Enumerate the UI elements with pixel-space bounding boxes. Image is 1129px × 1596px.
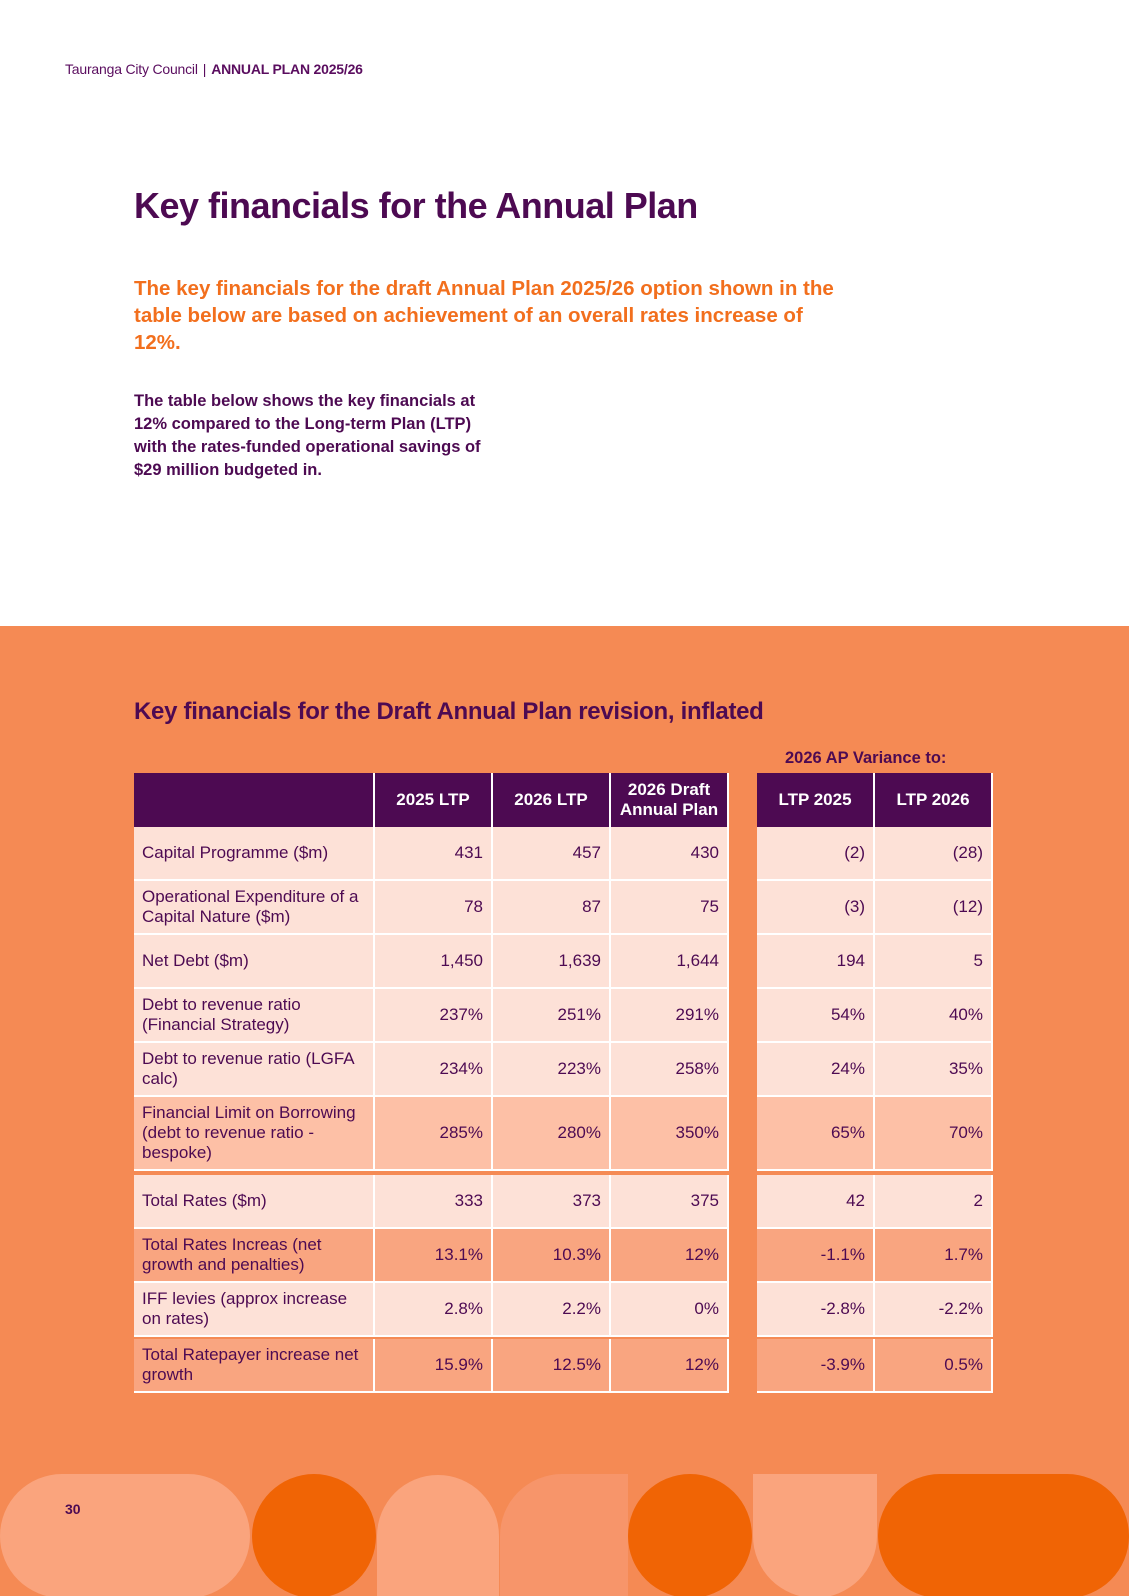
cell-ltp-2026: -2.2% <box>875 1283 993 1337</box>
intro-paragraph: The key financials for the draft Annual Plan 2025/26 option shown in the table below are based on achievement of an overall rates increase of 12%. <box>134 277 834 354</box>
deco-pill-left <box>0 1474 250 1596</box>
cell-2026-ltp: 87 <box>493 881 611 935</box>
table-row <box>134 1043 994 1097</box>
cell-2026-draft: 430 <box>611 827 729 881</box>
row-label: Debt to revenue ratio (Financial Strategy) <box>134 989 375 1043</box>
cell-2025-ltp: 285% <box>375 1097 493 1171</box>
deco-arch-1 <box>377 1475 499 1596</box>
table-row <box>134 989 994 1043</box>
row-label: Financial Limit on Borrowing (debt to revenue ratio - bespoke) <box>134 1097 375 1171</box>
cell-2026-draft: 12% <box>611 1339 729 1393</box>
row-label: Total Rates ($m) <box>134 1175 375 1229</box>
table-row <box>134 1229 994 1283</box>
table-row <box>134 935 994 989</box>
cell-ltp-2026: (28) <box>875 827 993 881</box>
cell-2025-ltp: 13.1% <box>375 1229 493 1283</box>
cell-2025-ltp: 234% <box>375 1043 493 1097</box>
table-row <box>134 881 994 935</box>
cell-ltp-2025: 65% <box>757 1097 875 1171</box>
document-name: ANNUAL PLAN 2025/26 <box>211 61 363 77</box>
cell-2025-ltp: 78 <box>375 881 493 935</box>
header-cell-2025-ltp: 2025 LTP <box>375 773 493 827</box>
page-title: Key financials for the Annual Plan <box>134 185 698 226</box>
header-cell-2026-draft: 2026 Draft Annual Plan <box>611 773 729 827</box>
table-row <box>134 827 994 881</box>
cell-2026-draft: 291% <box>611 989 729 1043</box>
org-name: Tauranga City Council <box>65 61 198 77</box>
deco-circle-1 <box>252 1474 376 1596</box>
cell-2026-ltp: 223% <box>493 1043 611 1097</box>
cell-2026-ltp: 373 <box>493 1175 611 1229</box>
cell-2026-draft: 350% <box>611 1097 729 1171</box>
financials-section <box>0 626 1129 1596</box>
header-cell-ltp-2026: LTP 2026 <box>875 773 993 827</box>
row-label: Operational Expenditure of a Capital Nature ($m) <box>134 881 375 935</box>
column-gap <box>729 827 757 881</box>
table-row <box>134 1175 994 1229</box>
cell-2026-ltp: 1,639 <box>493 935 611 989</box>
cell-ltp-2025: (2) <box>757 827 875 881</box>
cell-ltp-2025: -3.9% <box>757 1339 875 1393</box>
cell-ltp-2026: 5 <box>875 935 993 989</box>
row-label: Debt to revenue ratio (LGFA calc) <box>134 1043 375 1097</box>
cell-2026-ltp: 2.2% <box>493 1283 611 1337</box>
column-gap <box>729 1097 757 1171</box>
column-gap <box>729 773 757 827</box>
cell-2026-draft: 12% <box>611 1229 729 1283</box>
cell-ltp-2025: 194 <box>757 935 875 989</box>
header-cell-label <box>134 773 375 827</box>
cell-ltp-2025: -1.1% <box>757 1229 875 1283</box>
cell-2025-ltp: 15.9% <box>375 1339 493 1393</box>
row-label: Total Ratepayer increase net growth <box>134 1339 375 1393</box>
cell-2026-draft: 375 <box>611 1175 729 1229</box>
column-gap <box>729 989 757 1043</box>
table-header-row <box>134 773 994 827</box>
row-label: Capital Programme ($m) <box>134 827 375 881</box>
table-row <box>134 1339 994 1393</box>
cell-ltp-2026: 40% <box>875 989 993 1043</box>
running-header <box>65 61 363 77</box>
cell-2025-ltp: 1,450 <box>375 935 493 989</box>
cell-2026-ltp: 251% <box>493 989 611 1043</box>
header-cell-ltp-2025: LTP 2025 <box>757 773 875 827</box>
table-row <box>134 1097 994 1171</box>
cell-2025-ltp: 2.8% <box>375 1283 493 1337</box>
cell-2026-ltp: 457 <box>493 827 611 881</box>
header-separator: | <box>202 61 207 77</box>
column-gap <box>729 1175 757 1229</box>
cell-2025-ltp: 431 <box>375 827 493 881</box>
cell-ltp-2026: 1.7% <box>875 1229 993 1283</box>
cell-ltp-2025: (3) <box>757 881 875 935</box>
cell-2026-ltp: 280% <box>493 1097 611 1171</box>
body-paragraph: The table below shows the key financials at 12% compared to the Long-term Plan (LTP) with the rates-funded operational savings of $29 million budgeted in. <box>134 392 481 479</box>
financials-table <box>134 773 994 1393</box>
cell-ltp-2026: 2 <box>875 1175 993 1229</box>
cell-2026-ltp: 12.5% <box>493 1339 611 1393</box>
table-row <box>134 1283 994 1337</box>
cell-ltp-2025: 24% <box>757 1043 875 1097</box>
cell-ltp-2026: 70% <box>875 1097 993 1171</box>
column-gap <box>729 1229 757 1283</box>
variance-label: 2026 AP Variance to: <box>785 749 947 767</box>
cell-2026-ltp: 10.3% <box>493 1229 611 1283</box>
deco-circle-2 <box>628 1474 752 1596</box>
column-gap <box>729 881 757 935</box>
decorative-shapes <box>0 1474 1129 1596</box>
cell-2025-ltp: 333 <box>375 1175 493 1229</box>
column-gap <box>729 1283 757 1337</box>
cell-2026-draft: 1,644 <box>611 935 729 989</box>
row-label: IFF levies (approx increase on rates) <box>134 1283 375 1337</box>
cell-2026-draft: 75 <box>611 881 729 935</box>
cell-ltp-2026: 35% <box>875 1043 993 1097</box>
deco-quarter <box>500 1474 628 1596</box>
deco-pill-right <box>878 1474 1129 1596</box>
deco-u-shape <box>753 1474 877 1596</box>
column-gap <box>729 935 757 989</box>
cell-ltp-2025: 42 <box>757 1175 875 1229</box>
row-label: Net Debt ($m) <box>134 935 375 989</box>
cell-ltp-2025: 54% <box>757 989 875 1043</box>
cell-2026-draft: 258% <box>611 1043 729 1097</box>
page-number: 30 <box>65 1501 81 1517</box>
cell-ltp-2025: -2.8% <box>757 1283 875 1337</box>
column-gap <box>729 1043 757 1097</box>
header-cell-2026-ltp: 2026 LTP <box>493 773 611 827</box>
cell-ltp-2026: 0.5% <box>875 1339 993 1393</box>
column-gap <box>729 1339 757 1393</box>
table-title: Key financials for the Draft Annual Plan revision, inflated <box>134 698 764 725</box>
row-label: Total Rates Increas (net growth and penalties) <box>134 1229 375 1283</box>
cell-2026-draft: 0% <box>611 1283 729 1337</box>
cell-2025-ltp: 237% <box>375 989 493 1043</box>
cell-ltp-2026: (12) <box>875 881 993 935</box>
